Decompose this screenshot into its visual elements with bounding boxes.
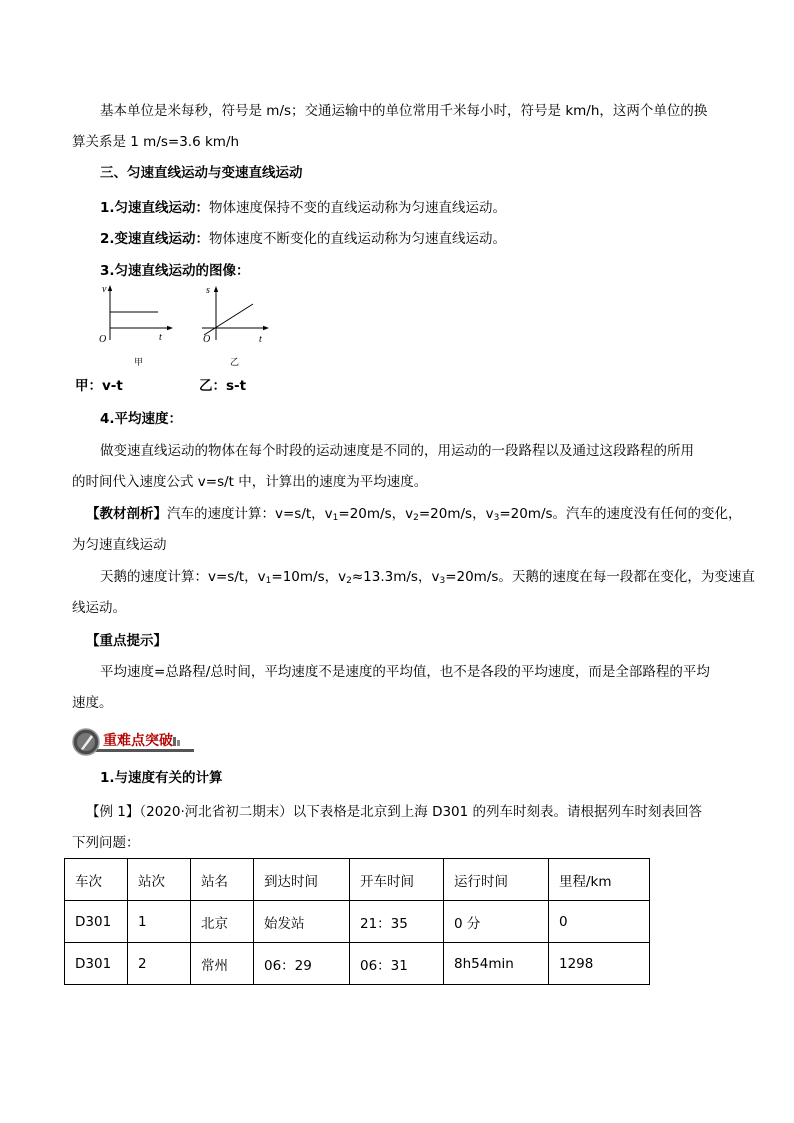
swan-speed-v2: ≈13.3m/s，v [351, 569, 440, 585]
table-cell: 1 [128, 901, 191, 943]
header-cell: 车次 [65, 859, 128, 901]
header-cell: 到达时间 [254, 859, 350, 901]
table-cell: 0 分 [444, 901, 549, 943]
train-timetable [64, 858, 650, 985]
graph-v-t-caption: 甲 [134, 358, 144, 368]
table-cell: 始发站 [254, 901, 350, 943]
graph-s-t-y-arrow [214, 286, 218, 292]
item-uniform-motion-label: 1.匀速直线运动： [100, 200, 210, 216]
swan-speed-line-2: 线运动。 [72, 600, 126, 616]
table-cell: D301 [65, 943, 128, 985]
table-cell: 0 [549, 901, 650, 943]
graph-v-t-x-label: t [159, 332, 162, 343]
example-1-line-1: 【例 1】（2020·河北省初二期末）以下表格是北京到上海 D301 的列车时刻表。请根据列车时刻表回答 [86, 804, 703, 820]
key-point-line-2: 速度。 [72, 695, 113, 711]
graph-v-t-y-arrow [108, 285, 112, 291]
item-variable-motion-label: 2.变速直线运动： [100, 231, 210, 247]
section-heading-3: 三、匀速直线运动与变速直线运动 [100, 165, 303, 181]
banner-label: 重难点突破 [103, 733, 173, 749]
item-variable-motion [100, 229, 506, 249]
table-cell: 06：31 [350, 943, 444, 985]
car-speed-lead: 汽车的速度计算：v=s/t，v [167, 506, 333, 522]
table-row [65, 943, 650, 985]
paragraph-average-speed-line-1: 做变速直线运动的物体在每个时段的运动速度是不同的，用运动的一段路程以及通过这段路程的所用 [100, 443, 694, 459]
key-point-tag: 【重点提示】 [86, 633, 167, 649]
car-speed-v3: =20m/s。汽车的速度没有任何的变化， [499, 506, 742, 522]
paragraph-units-line-1: 基本单位是米每秒，符号是 m/s；交通运输中的单位常用千米每小时，符号是 km/h，这两个单位的换 [100, 103, 708, 119]
item-graphs-label: 3.匀速直线运动的图像： [100, 263, 250, 279]
textbook-analysis-line-1: 【教材剖析】汽车的速度计算：v=s/t，$v_1=20m/s$，$v_2=20m/s$，$v_3=20m/s$。汽车的速度没有任何的变化， [86, 506, 742, 523]
car-speed-v1: =20m/s，v [338, 506, 414, 522]
table-cell: 8h54min [444, 943, 549, 985]
graph-v-t-origin: O [99, 334, 107, 345]
item-average-speed-label: 4.平均速度： [100, 411, 183, 427]
motion-graphs [96, 282, 296, 372]
table-header-row [65, 859, 650, 901]
swan-speed-lead: 天鹅的速度计算：v=s/t，v [100, 569, 266, 585]
swan-speed-v3: =20m/s。天鹅的速度在每一段都在变化，为变速直 [445, 569, 755, 585]
swan-speed-line-1: 天鹅的速度计算：v=s/t，$v_1=10m/s$，$v_2\approx 13.3m/s$，$v_3=20m/s$。天鹅的速度在每一段都在变化，为变速直 [100, 569, 755, 586]
table-cell: 06：29 [254, 943, 350, 985]
graph-s-t-origin: O [203, 334, 211, 345]
graph-v-t-y-label: v [102, 284, 107, 295]
paragraph-average-speed-line-2: 的时间代入速度公式 v=s/t 中，计算出的速度为平均速度。 [72, 474, 428, 490]
header-cell: 里程/km [549, 859, 650, 901]
table-cell: 1298 [549, 943, 650, 985]
header-cell: 开车时间 [350, 859, 444, 901]
table-cell: D301 [65, 901, 128, 943]
graph-s-t-y-label: s [206, 285, 210, 296]
graph-s-t-line [204, 304, 253, 335]
graph-label-s-t: 乙：s-t [199, 378, 247, 394]
swan-speed-v1: =10m/s，v [271, 569, 347, 585]
graph-s-t-x-label: t [259, 334, 262, 345]
graph-s-t-caption: 乙 [230, 358, 240, 368]
header-cell: 站次 [128, 859, 191, 901]
section-banner [72, 727, 196, 757]
header-cell: 运行时间 [444, 859, 549, 901]
key-point-line-1: 平均速度=总路程/总时间，平均速度不是速度的平均值，也不是各段的平均速度，而是全部路程的平均 [100, 664, 710, 680]
table-cell: 常州 [191, 943, 254, 985]
item-uniform-motion [100, 198, 506, 218]
table-cell: 2 [128, 943, 191, 985]
graph-v-t [99, 284, 173, 368]
paragraph-units-line-2: 算关系是 1 m/s=3.6 km/h [72, 134, 240, 150]
table-cell: 21：35 [350, 901, 444, 943]
graph-s-t [202, 285, 269, 368]
graph-v-t-x-arrow [167, 326, 173, 330]
textbook-analysis-line-2: 为匀速直线运动 [72, 537, 167, 553]
graph-s-t-x-arrow [263, 326, 269, 330]
item-variable-motion-text: 物体速度不断变化的直线运动称为匀速直线运动。 [209, 231, 507, 247]
header-cell: 站名 [191, 859, 254, 901]
table-row [65, 901, 650, 943]
car-speed-v2: =20m/s，v [418, 506, 494, 522]
graph-label-v-t: 甲：v-t [75, 378, 123, 394]
table-cell: 北京 [191, 901, 254, 943]
item-uniform-motion-text: 物体速度保持不变的直线运动称为匀速直线运动。 [209, 200, 507, 216]
textbook-analysis-tag: 【教材剖析】 [86, 506, 167, 522]
sub-heading-speed-calc: 1.与速度有关的计算 [100, 770, 223, 786]
example-1-line-2: 下列问题： [72, 835, 140, 851]
